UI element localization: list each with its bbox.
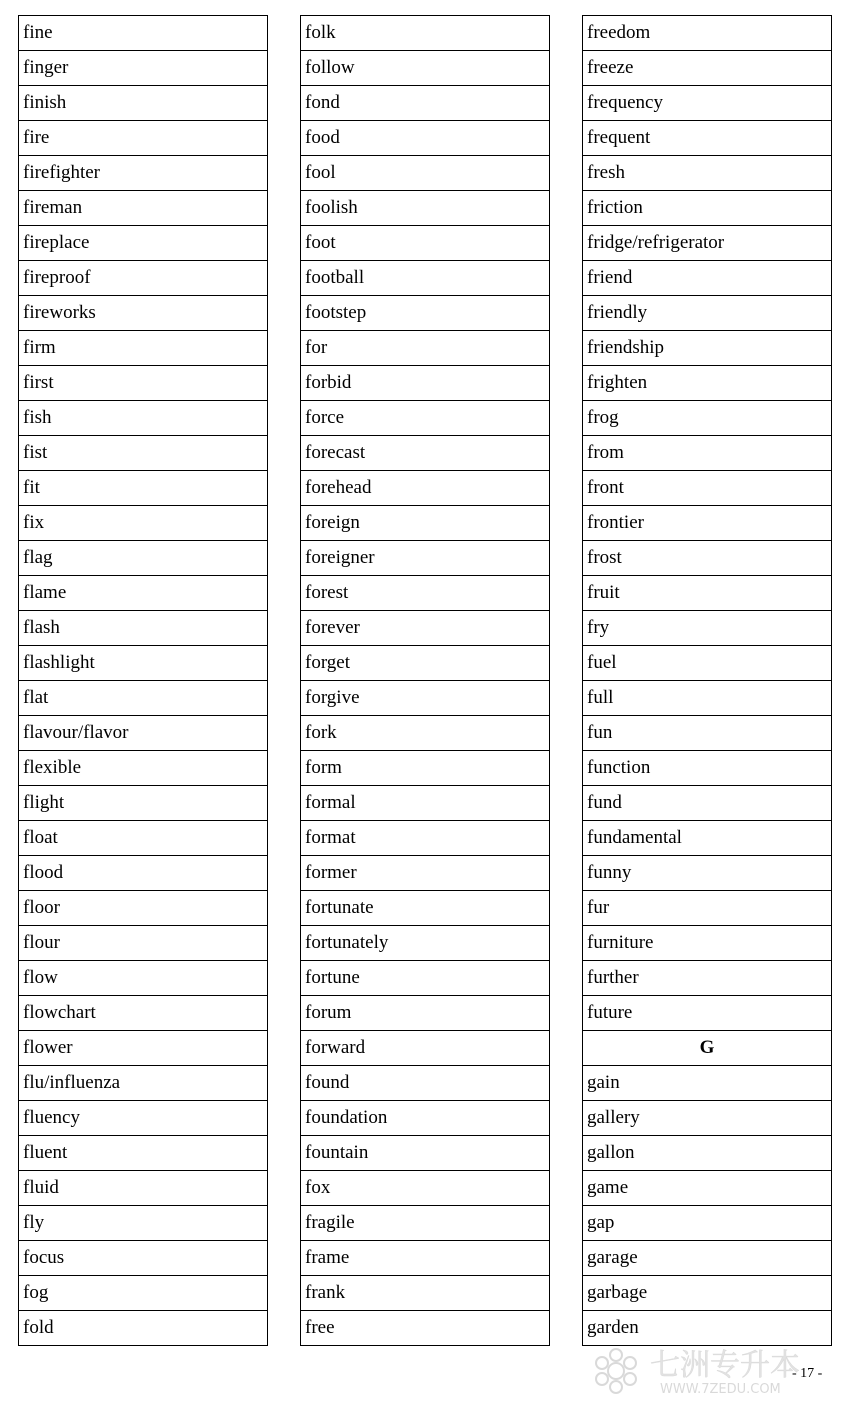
- word-cell: fluid: [19, 1171, 268, 1206]
- word-cell: flower: [19, 1031, 268, 1066]
- word-row: [301, 401, 550, 436]
- word-cell: game: [583, 1171, 832, 1206]
- word-cell: from: [583, 436, 832, 471]
- word-cell: floor: [19, 891, 268, 926]
- word-row: [583, 331, 832, 366]
- word-row: [301, 121, 550, 156]
- word-cell: football: [301, 261, 550, 296]
- word-cell: funny: [583, 856, 832, 891]
- word-cell: frontier: [583, 506, 832, 541]
- word-row: [19, 681, 268, 716]
- word-row: [301, 1206, 550, 1241]
- word-row: [19, 506, 268, 541]
- word-cell: forgive: [301, 681, 550, 716]
- word-row: [583, 1241, 832, 1276]
- word-column-1: [18, 15, 268, 1346]
- word-row: [19, 786, 268, 821]
- word-row: [19, 16, 268, 51]
- word-cell: fit: [19, 471, 268, 506]
- word-cell: forum: [301, 996, 550, 1031]
- word-cell: fish: [19, 401, 268, 436]
- word-row: [19, 611, 268, 646]
- word-row: [301, 86, 550, 121]
- word-cell: fog: [19, 1276, 268, 1311]
- word-cell: flu/influenza: [19, 1066, 268, 1101]
- word-cell: fundamental: [583, 821, 832, 856]
- word-row: [583, 506, 832, 541]
- word-column-3: [582, 15, 832, 1346]
- section-header: G: [583, 1031, 832, 1066]
- word-cell: firm: [19, 331, 268, 366]
- word-row: [583, 1276, 832, 1311]
- word-cell: fur: [583, 891, 832, 926]
- word-row: [19, 891, 268, 926]
- word-cell: fix: [19, 506, 268, 541]
- word-row: [19, 1136, 268, 1171]
- word-row: [583, 716, 832, 751]
- word-cell: fluency: [19, 1101, 268, 1136]
- word-cell: force: [301, 401, 550, 436]
- word-cell: fire: [19, 121, 268, 156]
- word-row: [583, 1066, 832, 1101]
- word-cell: freeze: [583, 51, 832, 86]
- word-row: [583, 891, 832, 926]
- word-row: [301, 1066, 550, 1101]
- word-row: [583, 296, 832, 331]
- word-row: [19, 751, 268, 786]
- word-cell: flash: [19, 611, 268, 646]
- word-cell: fun: [583, 716, 832, 751]
- word-cell: frame: [301, 1241, 550, 1276]
- word-cell: fireproof: [19, 261, 268, 296]
- word-cell: garden: [583, 1311, 832, 1346]
- word-cell: forward: [301, 1031, 550, 1066]
- word-cell: fireman: [19, 191, 268, 226]
- word-cell: foundation: [301, 1101, 550, 1136]
- word-cell: fond: [301, 86, 550, 121]
- word-cell: foot: [301, 226, 550, 261]
- word-row: [583, 16, 832, 51]
- word-cell: fireworks: [19, 296, 268, 331]
- word-row: [19, 541, 268, 576]
- word-row: [583, 436, 832, 471]
- word-cell: flavour/flavor: [19, 716, 268, 751]
- word-cell: gain: [583, 1066, 832, 1101]
- watermark-url: WWW.7ZEDU.COM: [660, 1382, 781, 1397]
- word-cell: fund: [583, 786, 832, 821]
- word-row: [19, 261, 268, 296]
- word-cell: fragile: [301, 1206, 550, 1241]
- word-cell: forget: [301, 646, 550, 681]
- word-row: [583, 611, 832, 646]
- word-row: [583, 261, 832, 296]
- word-cell: former: [301, 856, 550, 891]
- word-row: [301, 891, 550, 926]
- word-cell: gallon: [583, 1136, 832, 1171]
- word-row: [301, 1171, 550, 1206]
- word-row: [19, 1241, 268, 1276]
- word-cell: flood: [19, 856, 268, 891]
- word-cell: firefighter: [19, 156, 268, 191]
- word-cell: fortunately: [301, 926, 550, 961]
- word-cell: friend: [583, 261, 832, 296]
- word-cell: flag: [19, 541, 268, 576]
- word-cell: fork: [301, 716, 550, 751]
- word-row: [301, 16, 550, 51]
- word-cell: flow: [19, 961, 268, 996]
- word-row: [583, 926, 832, 961]
- word-row: [301, 576, 550, 611]
- page-number: - 17 -: [792, 1366, 823, 1381]
- word-row: [301, 996, 550, 1031]
- word-row: [301, 1241, 550, 1276]
- word-cell: flour: [19, 926, 268, 961]
- word-cell: friction: [583, 191, 832, 226]
- word-row: [301, 296, 550, 331]
- word-cell: future: [583, 996, 832, 1031]
- word-cell: fortune: [301, 961, 550, 996]
- word-cell: frequency: [583, 86, 832, 121]
- word-cell: fuel: [583, 646, 832, 681]
- word-row: [301, 646, 550, 681]
- word-row: [301, 1311, 550, 1346]
- word-row: [583, 401, 832, 436]
- word-row: [19, 716, 268, 751]
- word-row: [301, 226, 550, 261]
- word-row: [301, 926, 550, 961]
- word-cell: form: [301, 751, 550, 786]
- word-row: [301, 1031, 550, 1066]
- word-row: [301, 1136, 550, 1171]
- word-row: [19, 926, 268, 961]
- word-row: [19, 86, 268, 121]
- word-cell: found: [301, 1066, 550, 1101]
- word-row: [19, 821, 268, 856]
- word-cell: food: [301, 121, 550, 156]
- word-row: [19, 1101, 268, 1136]
- word-cell: foreigner: [301, 541, 550, 576]
- word-row: [19, 576, 268, 611]
- word-cell: finish: [19, 86, 268, 121]
- word-row: [301, 821, 550, 856]
- word-row: [19, 646, 268, 681]
- word-row: [583, 366, 832, 401]
- word-row: [583, 751, 832, 786]
- word-row: [301, 961, 550, 996]
- word-cell: fireplace: [19, 226, 268, 261]
- word-row: [301, 1276, 550, 1311]
- word-row: [19, 856, 268, 891]
- word-row: [583, 961, 832, 996]
- word-row: [583, 121, 832, 156]
- word-row: [19, 366, 268, 401]
- word-row: [19, 961, 268, 996]
- word-column-2: [300, 15, 550, 1346]
- word-row: [301, 856, 550, 891]
- word-cell: flowchart: [19, 996, 268, 1031]
- word-cell: fridge/refrigerator: [583, 226, 832, 261]
- word-cell: follow: [301, 51, 550, 86]
- word-row: [19, 1276, 268, 1311]
- word-cell: footstep: [301, 296, 550, 331]
- word-cell: fine: [19, 16, 268, 51]
- word-cell: function: [583, 751, 832, 786]
- word-row: [583, 681, 832, 716]
- word-cell: frighten: [583, 366, 832, 401]
- word-cell: fly: [19, 1206, 268, 1241]
- word-cell: fold: [19, 1311, 268, 1346]
- word-cell: frog: [583, 401, 832, 436]
- word-cell: format: [301, 821, 550, 856]
- word-row: [19, 156, 268, 191]
- word-cell: garbage: [583, 1276, 832, 1311]
- word-cell: fox: [301, 1171, 550, 1206]
- word-cell: folk: [301, 16, 550, 51]
- word-cell: forest: [301, 576, 550, 611]
- word-row: [583, 1171, 832, 1206]
- word-cell: foolish: [301, 191, 550, 226]
- word-cell: fist: [19, 436, 268, 471]
- word-cell: friendship: [583, 331, 832, 366]
- word-row: [583, 1101, 832, 1136]
- word-cell: flexible: [19, 751, 268, 786]
- word-row: [19, 1066, 268, 1101]
- word-cell: for: [301, 331, 550, 366]
- word-cell: full: [583, 681, 832, 716]
- word-row: [19, 996, 268, 1031]
- word-cell: fresh: [583, 156, 832, 191]
- word-cell: frank: [301, 1276, 550, 1311]
- word-cell: fortunate: [301, 891, 550, 926]
- word-row: [583, 471, 832, 506]
- word-cell: friendly: [583, 296, 832, 331]
- word-cell: fry: [583, 611, 832, 646]
- word-row: [301, 261, 550, 296]
- word-cell: flashlight: [19, 646, 268, 681]
- word-row: [583, 191, 832, 226]
- word-row: [19, 1311, 268, 1346]
- word-row: [583, 541, 832, 576]
- word-row: [19, 331, 268, 366]
- word-row: [583, 51, 832, 86]
- word-cell: garage: [583, 1241, 832, 1276]
- word-row: [301, 611, 550, 646]
- word-cell: frost: [583, 541, 832, 576]
- word-cell: freedom: [583, 16, 832, 51]
- word-cell: gap: [583, 1206, 832, 1241]
- word-row: [583, 996, 832, 1031]
- word-cell: front: [583, 471, 832, 506]
- word-row: [583, 156, 832, 191]
- word-row: [301, 716, 550, 751]
- word-row: [583, 1031, 832, 1066]
- word-row: [301, 681, 550, 716]
- word-cell: frequent: [583, 121, 832, 156]
- word-cell: forever: [301, 611, 550, 646]
- word-row: [583, 1311, 832, 1346]
- word-row: [301, 751, 550, 786]
- word-cell: fountain: [301, 1136, 550, 1171]
- word-cell: focus: [19, 1241, 268, 1276]
- word-cell: first: [19, 366, 268, 401]
- word-cell: finger: [19, 51, 268, 86]
- word-row: [301, 786, 550, 821]
- word-cell: forecast: [301, 436, 550, 471]
- word-row: [301, 366, 550, 401]
- word-row: [583, 1206, 832, 1241]
- word-row: [301, 331, 550, 366]
- word-cell: fruit: [583, 576, 832, 611]
- word-cell: fool: [301, 156, 550, 191]
- word-cell: fluent: [19, 1136, 268, 1171]
- word-cell: forehead: [301, 471, 550, 506]
- word-row: [301, 156, 550, 191]
- word-row: [301, 191, 550, 226]
- word-row: [19, 191, 268, 226]
- word-row: [583, 1136, 832, 1171]
- word-row: [19, 296, 268, 331]
- word-cell: flat: [19, 681, 268, 716]
- word-row: [301, 1101, 550, 1136]
- word-row: [583, 786, 832, 821]
- watermark-text: 七洲专升本: [650, 1348, 800, 1383]
- word-row: [583, 821, 832, 856]
- word-row: [301, 506, 550, 541]
- word-cell: free: [301, 1311, 550, 1346]
- word-row: [19, 1206, 268, 1241]
- word-row: [583, 856, 832, 891]
- word-row: [19, 1171, 268, 1206]
- word-cell: formal: [301, 786, 550, 821]
- word-row: [19, 121, 268, 156]
- word-row: [301, 436, 550, 471]
- word-row: [583, 646, 832, 681]
- word-row: [583, 86, 832, 121]
- word-cell: furniture: [583, 926, 832, 961]
- word-row: [19, 226, 268, 261]
- word-row: [583, 576, 832, 611]
- word-row: [19, 471, 268, 506]
- word-row: [19, 436, 268, 471]
- word-cell: gallery: [583, 1101, 832, 1136]
- word-cell: flight: [19, 786, 268, 821]
- word-row: [19, 401, 268, 436]
- word-row: [301, 471, 550, 506]
- word-cell: float: [19, 821, 268, 856]
- word-row: [583, 226, 832, 261]
- word-cell: forbid: [301, 366, 550, 401]
- word-cell: foreign: [301, 506, 550, 541]
- word-row: [301, 51, 550, 86]
- word-cell: flame: [19, 576, 268, 611]
- word-row: [19, 1031, 268, 1066]
- word-row: [301, 541, 550, 576]
- word-cell: further: [583, 961, 832, 996]
- flower-logo-icon: [596, 1349, 636, 1393]
- word-row: [19, 51, 268, 86]
